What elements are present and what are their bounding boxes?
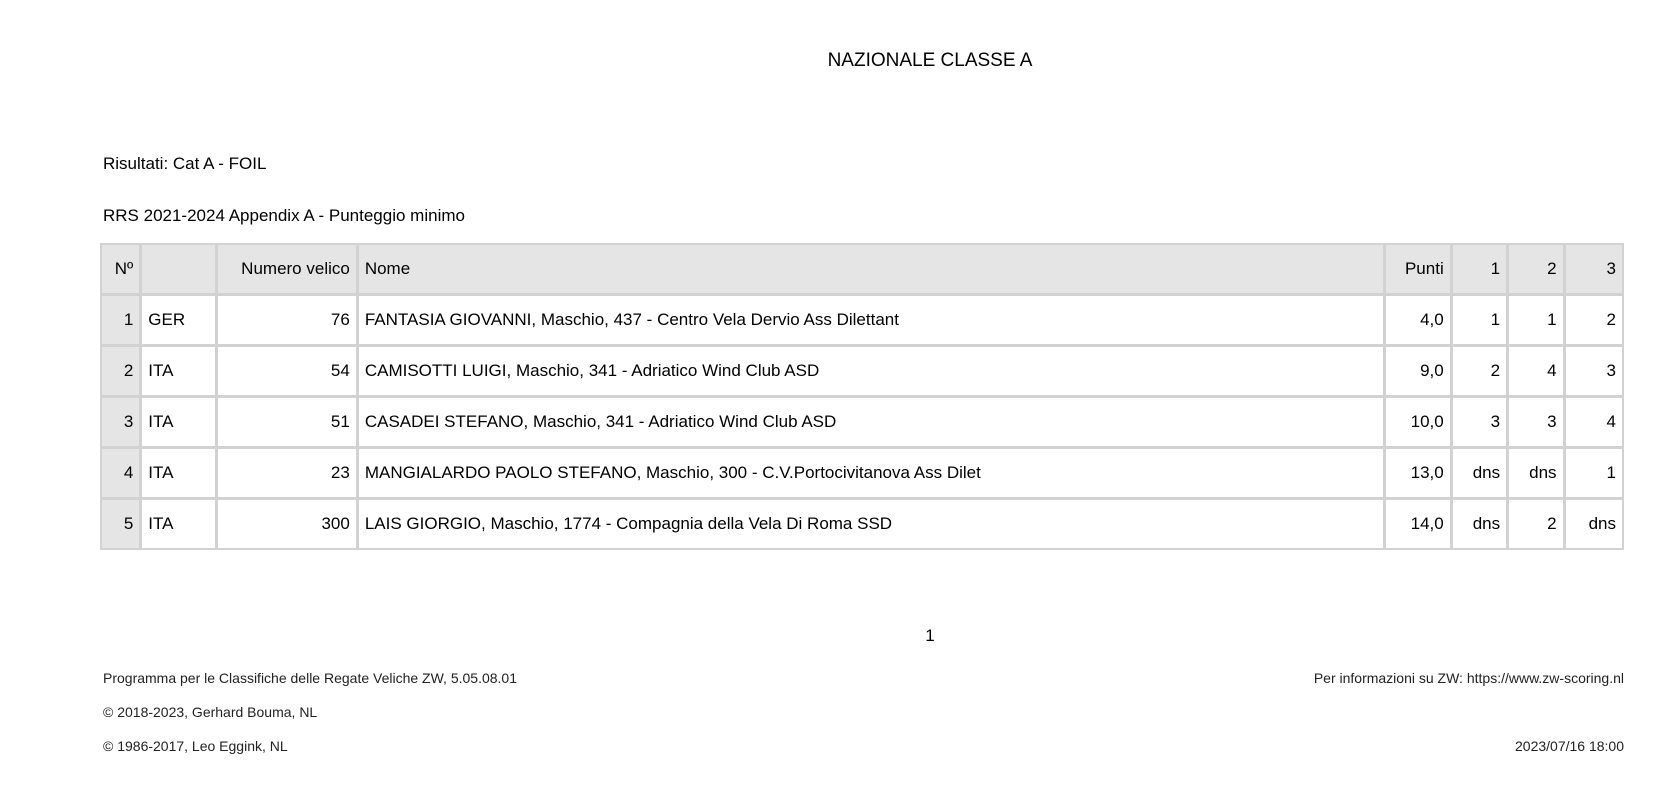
- col-header-points: Punti: [1386, 245, 1452, 296]
- points-cell: 10,0: [1386, 398, 1452, 449]
- nation-cell: ITA: [142, 347, 218, 398]
- col-header-sail-number: Numero velico: [218, 245, 359, 296]
- points-cell: 4,0: [1386, 296, 1452, 347]
- footer-copyright-bouma: © 2018-2023, Gerhard Bouma, NL: [103, 704, 318, 720]
- rank-cell: 5: [102, 500, 142, 548]
- race-3-cell: dns: [1588, 514, 1616, 533]
- points-cell: 13,0: [1386, 449, 1452, 500]
- rank-cell: 4: [102, 449, 142, 500]
- footer-program: Programma per le Classifiche delle Regate Veliche ZW, 5.05.08.01: [103, 670, 517, 686]
- rank-cell: 3: [102, 398, 142, 449]
- nation-cell: ITA: [142, 500, 218, 548]
- footer-copyright-eggink: © 1986-2017, Leo Eggink, NL: [103, 738, 288, 754]
- name-cell: FANTASIA GIOVANNI, Maschio, 437 - Centro Vela Dervio Ass Dilettant: [359, 296, 1386, 347]
- table-header-row: [102, 245, 1622, 296]
- col-header-race-3: 3: [1566, 245, 1622, 296]
- race-2-cell: dns: [1509, 449, 1565, 500]
- results-category: Risultati: Cat A - FOIL: [103, 154, 267, 173]
- col-header-race-2: 2: [1509, 245, 1565, 296]
- nation-cell: ITA: [142, 449, 218, 500]
- sail-number-cell: 51: [218, 398, 359, 449]
- points-cell: 9,0: [1386, 347, 1452, 398]
- sail-number-cell: 76: [218, 296, 359, 347]
- race-2-cell: 4: [1509, 347, 1565, 398]
- col-header-name: Nome: [359, 245, 1386, 296]
- race-2-cell: 1: [1509, 296, 1565, 347]
- table-row: [102, 449, 1622, 500]
- race-3-cell: 4: [1566, 398, 1622, 449]
- race-3-cell: 3: [1566, 347, 1622, 398]
- points-cell: 14,0: [1386, 500, 1452, 548]
- nation-cell: GER: [142, 296, 218, 347]
- rank-cell: 1: [102, 296, 142, 347]
- name-cell: MANGIALARDO PAOLO STEFANO, Maschio, 300 - C.V.Portocivitanova Ass Dilet: [359, 449, 1386, 500]
- race-1-cell: 3: [1453, 398, 1509, 449]
- race-1-cell: 1: [1453, 296, 1509, 347]
- page-number: 1: [925, 626, 935, 645]
- scoring-rules: RRS 2021-2024 Appendix A - Punteggio minimo: [103, 206, 465, 225]
- col-header-race-1: 1: [1453, 245, 1509, 296]
- name-cell: CAMISOTTI LUIGI, Maschio, 341 - Adriatico Wind Club ASD: [359, 347, 1386, 398]
- name-cell: CASADEI STEFANO, Maschio, 341 - Adriatico Wind Club ASD: [359, 398, 1386, 449]
- results-table: [100, 243, 1624, 550]
- col-header-nation: [142, 245, 218, 296]
- table-row: [102, 347, 1622, 398]
- footer-info-link: Per informazioni su ZW: https://www.zw-scoring.nl: [1313, 670, 1624, 686]
- col-header-rank: Nº: [102, 245, 142, 296]
- table-row: [102, 500, 1622, 548]
- table-row: [102, 296, 1622, 347]
- race-2-cell: 2: [1509, 500, 1565, 548]
- rank-cell: 2: [102, 347, 142, 398]
- race-3-cell: 2: [1566, 296, 1622, 347]
- table-row: [102, 398, 1622, 449]
- race-1-cell: dns: [1453, 500, 1509, 548]
- footer-timestamp: 2023/07/16 18:00: [1515, 738, 1624, 754]
- race-2-cell: 3: [1509, 398, 1565, 449]
- sail-number-cell: 54: [218, 347, 359, 398]
- page-title: NAZIONALE CLASSE A: [827, 50, 1033, 71]
- race-3-cell: 1: [1566, 449, 1622, 500]
- name-cell: LAIS GIORGIO, Maschio, 1774 - Compagnia della Vela Di Roma SSD: [359, 500, 1386, 548]
- sail-number-cell: 23: [218, 449, 359, 500]
- race-1-cell: 2: [1453, 347, 1509, 398]
- sail-number-cell: 300: [218, 500, 359, 548]
- race-1-cell: dns: [1453, 449, 1509, 500]
- nation-cell: ITA: [142, 398, 218, 449]
